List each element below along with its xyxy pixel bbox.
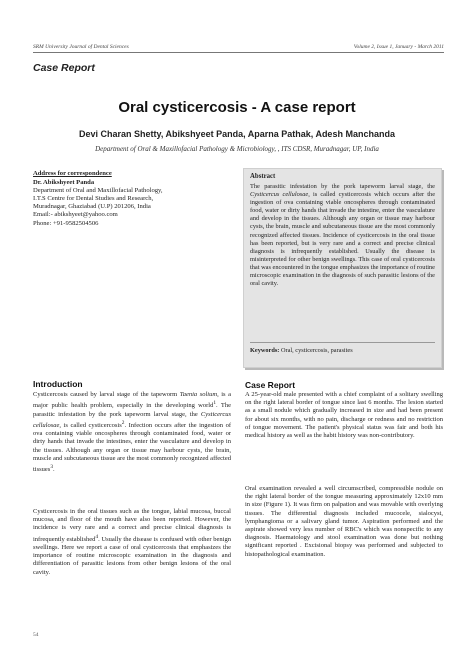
article-title: Oral cysticercosis - A case report	[118, 99, 356, 116]
case-report-heading: Case Report	[245, 380, 296, 390]
correspondence-block	[33, 170, 233, 228]
introduction-paragraph-1: Cysticercosis caused by larval stage of the tapeworm Taenia solium, is a major public health problem, especially in the developing world$^1$. The parasitic infestation by the pork tapeworm larval stage, the Cysticercus cellulosae, is called cysticercosis$^2$. Infection occurs after the ingestion of ova containing viable oncospheres through contaminated food, water or dirty hands that invade the intestines, enter the vasculature and develop in the tissues. Although any organ or tissue may harbour cysts, the brain, muscle and subcutaneous tissue are the most commonly recognized affected tissues$^3$.	[33, 391, 232, 474]
abstract-text: The parasitic infestation by the pork tapeworm larval stage, the Cysticercus cellulosae, is called cysticercosis which occurs after the ingestion of ova containing viable oncospheres through contaminated food, water or dirty hands that invade the intestine, enter the vasculature and develop in the tissues. Although any organ or tissue may harbour cysts, the brain, muscle and subcutaneous tissue are the most commonly recognized affected tissues. Incidence of cysticercosis in the oral tissue has been reported, but is very rare and a correct and precise clinical diagnosis is infrequently established. Usually the disease is misinterpreted for other benign swellings. This case of oral cysticercosis that was encountered in the tongue emphasizes the importance of routine microscopic examination in the diagnosis of such parasitic lesions of the oral cavity.	[250, 183, 436, 288]
correspondence-name: Dr. Abikshyeet Panda	[33, 179, 95, 187]
header-divider	[33, 52, 444, 53]
issue-info: Volume 2, Issue 1, January - March 2011	[353, 44, 444, 50]
introduction-heading: Introduction	[33, 379, 83, 389]
affiliation: Department of Oral & Maxillofacial Pathology & Microbiology, , ITS CDSR, Muradnagar, UP, India	[95, 145, 379, 153]
page-number: 54	[33, 632, 39, 638]
abstract-divider	[250, 342, 435, 343]
case-report-paragraph-2: Oral examination revealed a well circumscribed, compressible nodule on the right lateral border of the tongue measuring approximately 12x10 mm in size (Figure 1). It was firm on palpation and was movable with overlying tissues. The differential diagnosis included mucocele, sialocyst, lymphangioma or a salivary gland tumor. Aspiration performed and the aspirate showed very less number of RBC's which was nonspecific to any diagnosis. Haematology and stool examination was done but nothing significant reported . Excisional biopsy was performed and subjected to histopathological examination.	[245, 485, 443, 558]
correspondence-phone: Phone: +91-9582504506	[33, 219, 99, 227]
case-report-paragraph-1: A 25-year-old male presented with a chief complaint of a solitary swelling on the right lateral border of tongue since last 6 months. The lesion started as a small nodule which gradually increased in size and had been present for about six months, with no pain, discharge or redness and no restriction of tongue movement. The patient's physical status was fair and both his medical history as well as the habit history was non-contributory.	[245, 391, 443, 440]
correspondence-heading: Address for correspondence	[33, 170, 112, 177]
abstract-box	[243, 168, 442, 368]
author-list: Devi Charan Shetty, Abikshyeet Panda, Aparna Pathak, Adesh Manchanda	[79, 129, 395, 139]
correspondence-department: Department of Oral and Maxillofacial Pathology,	[33, 187, 163, 195]
keywords	[250, 347, 435, 354]
abstract-species-name: Cysticercus cellulosae	[250, 191, 309, 199]
correspondence-address: Muradnagar, Ghaziabad (U.P) 201206, India	[33, 203, 151, 211]
introduction-paragraph-2: Cysticercosis in the oral tissues such as the tongue, labial mucosa, buccal mucosa, and floor of the mouth have also been reported. However, the incidence is very rare and a correct and precise clinical diagnosis is infrequently established$^4$. Usually the disease is confused with other benign swellings. Here we report a case of oral cysticercosis that emphasizes the importance of routine microscopic examination in the diagnosis and differentiation of parasitic lesions from other benign lesions of the oral cavity.	[33, 508, 231, 576]
keywords-label: Keywords:	[250, 347, 280, 354]
article-type: Case Report	[33, 62, 95, 74]
correspondence-institution: I.T.S Centre for Dental Studies and Research,	[33, 195, 154, 203]
abstract-heading: Abstract	[250, 173, 276, 180]
correspondence-email[interactable]: Email:- abikshyeet@yahoo.com	[33, 211, 118, 219]
journal-name: SRM University Journal of Dental Sciences	[33, 44, 129, 50]
keywords-list: Oral, cysticercosis, parasites	[280, 347, 353, 354]
